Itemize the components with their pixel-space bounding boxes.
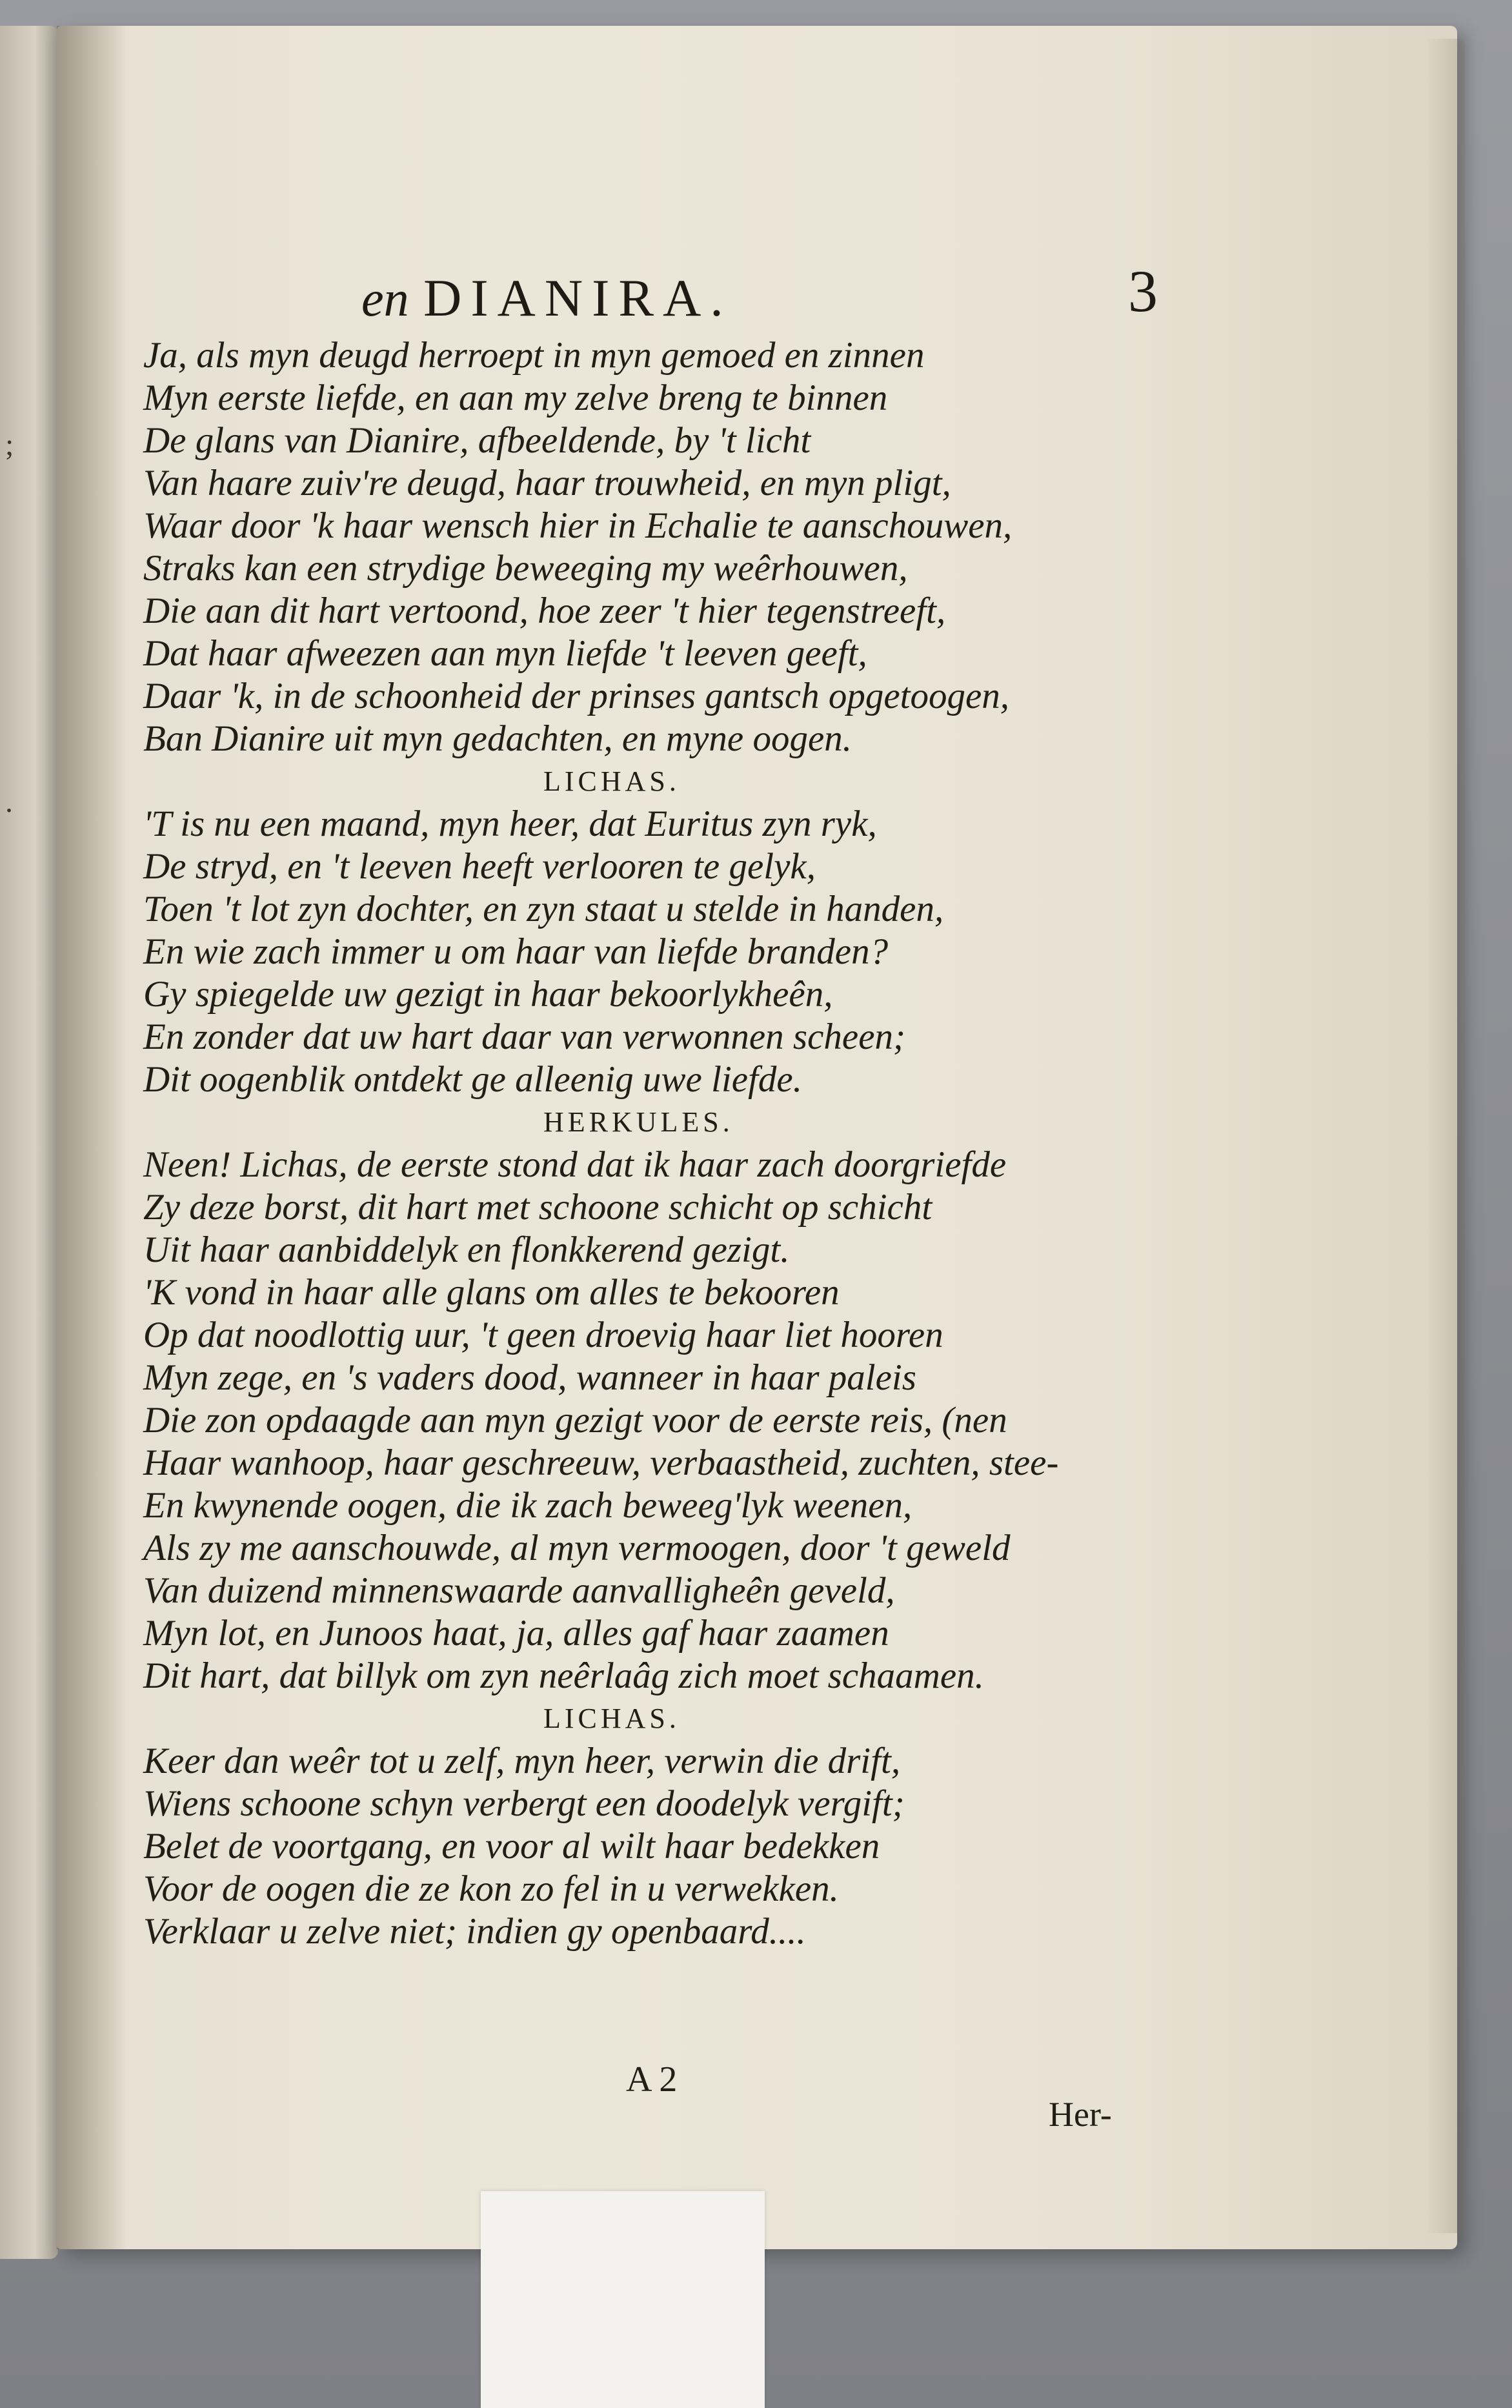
verse-line: Wiens schoone schyn verbergt een doodelyk vergift; — [143, 1783, 905, 1824]
verse-line: Myn eerste liefde, en aan my zelve breng te binnen — [143, 378, 888, 418]
verse-line: 'K vond in haar alle glans om alles te bekooren — [143, 1272, 840, 1313]
verse-line: En wie zach immer u om haar van liefde branden? — [143, 931, 889, 972]
verse-line: Daar 'k, in de schoonheid der prinses gantsch opgetoogen, — [143, 676, 1010, 716]
signature-mark: A 2 — [626, 2059, 678, 2099]
left-page-mark: ; — [5, 428, 14, 462]
running-head — [361, 268, 732, 329]
verse-line: De stryd, en 't leeven heeft verlooren te gelyk, — [143, 846, 816, 887]
verse-line: Gy spiegelde uw gezigt in haar bekoorlykheên, — [143, 974, 833, 1015]
verse-line: Belet de voortgang, en voor al wilt haar bedekken — [143, 1826, 880, 1867]
verse-line: De glans van Dianire, afbeeldende, by 't licht — [143, 420, 811, 461]
verse-line: Straks kan een strydige beweeging my weêrhouwen, — [143, 548, 908, 589]
verse-line: Zy deze borst, dit hart met schoone schicht op schicht — [143, 1187, 932, 1228]
verse-line: En zonder dat uw hart daar van verwonnen scheen; — [143, 1017, 905, 1057]
running-head-title: DIANIRA. — [423, 268, 732, 327]
verse-line: Van haare zuiv're deugd, haar trouwheid, en myn pligt, — [143, 463, 951, 503]
catchword: Her- — [1049, 2095, 1112, 2134]
page-edge-shadow — [1426, 39, 1465, 2233]
verse-line: Dit hart, dat billyk om zyn neêrlaâg zich moet schaamen. — [143, 1655, 984, 1696]
running-head-prefix: en — [361, 270, 409, 327]
verse-line: Toen 't lot zyn dochter, en zyn staat u stelde in handen, — [143, 889, 944, 929]
verse-line: Myn lot, en Junoos haat, ja, alles gaf haar zaamen — [143, 1613, 889, 1654]
verse-line: Van duizend minnenswaarde aanvalligheên geveld, — [143, 1570, 895, 1611]
verse-line: Uit haar aanbiddelyk en flonkkerend gezigt. — [143, 1229, 790, 1270]
verse-text — [143, 334, 1176, 1953]
verse-line: En kwynende oogen, die ik zach beweeg'lyk weenen, — [143, 1485, 912, 1526]
verse-line: Myn zege, en 's vaders dood, wanneer in haar paleis — [143, 1357, 916, 1398]
left-page-mark: . — [5, 785, 13, 819]
speaker-name: HERKULES. — [543, 1106, 734, 1138]
verse-line: Dat haar afweezen aan myn liefde 't leeven geeft, — [143, 633, 867, 674]
gutter-shadow — [57, 26, 128, 2249]
verse-line: Die zon opdaagde aan myn gezigt voor de eerste reis, (nen — [143, 1400, 1007, 1441]
verse-line: Ban Dianire uit myn gedachten, en myne oogen. — [143, 718, 852, 759]
paper-slip — [481, 2191, 765, 2408]
verse-line: Op dat noodlottig uur, 't geen droevig haar liet hooren — [143, 1315, 943, 1355]
verse-line: Ja, als myn deugd herroept in myn gemoed en zinnen — [143, 335, 925, 376]
verse-line: Verklaar u zelve niet; indien gy openbaard.... — [143, 1911, 806, 1952]
verse-line: Die aan dit hart vertoond, hoe zeer 't hier tegenstreeft, — [143, 591, 946, 631]
verse-line: Voor de oogen die ze kon zo fel in u verwekken. — [143, 1868, 839, 1909]
verse-line: Als zy me aanschouwde, al myn vermoogen, door 't geweld — [143, 1528, 1011, 1568]
verse-line: Haar wanhoop, haar geschreeuw, verbaastheid, zuchten, stee- — [143, 1442, 1059, 1483]
verse-line: Dit oogenblik ontdekt ge alleenig uwe liefde. — [143, 1059, 802, 1100]
page-number: 3 — [1128, 258, 1158, 324]
left-page-edge — [0, 26, 58, 2259]
speaker-name: LICHAS. — [543, 765, 680, 797]
speaker-name: LICHAS. — [543, 1703, 680, 1734]
verse-line: 'T is nu een maand, myn heer, dat Euritus zyn ryk, — [143, 804, 877, 844]
verse-line: Keer dan weêr tot u zelf, myn heer, verwin die drift, — [143, 1741, 901, 1781]
verse-line: Waar door 'k haar wensch hier in Echalie te aanschouwen, — [143, 505, 1013, 546]
verse-line: Neen! Lichas, de eerste stond dat ik haar zach doorgriefde — [143, 1144, 1007, 1185]
